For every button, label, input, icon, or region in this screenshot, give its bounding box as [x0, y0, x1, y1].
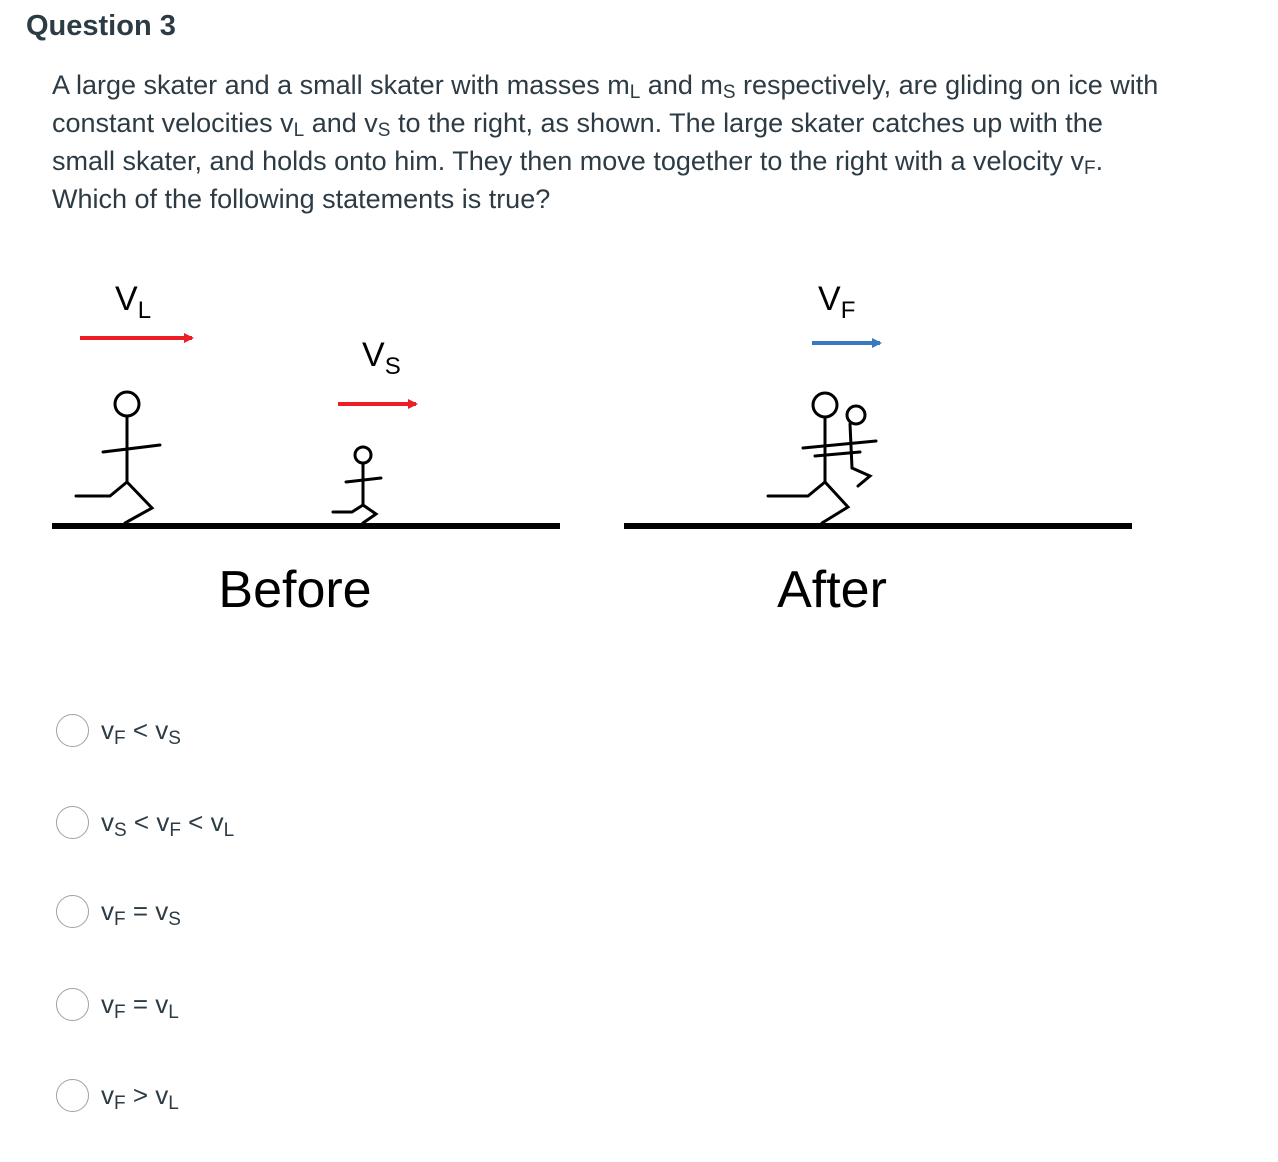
- subscript: L: [629, 82, 641, 103]
- subscript: L: [168, 1001, 179, 1023]
- subscript: F: [1084, 158, 1096, 179]
- subscript: S: [168, 727, 181, 749]
- subscript: L: [223, 819, 235, 841]
- after-caption: After: [777, 561, 887, 619]
- before-caption: Before: [218, 561, 372, 619]
- small-skater-figure: [333, 447, 381, 523]
- subscript: L: [168, 1092, 179, 1114]
- answer-label: $v_F = v_S$: [101, 895, 181, 930]
- subscript: F: [114, 727, 126, 749]
- radio-button[interactable]: [56, 988, 89, 1021]
- answer-label: $v_F > v_L$: [101, 1079, 179, 1114]
- subscript: F: [114, 1001, 126, 1023]
- subscript: F: [114, 908, 126, 930]
- subscript: L: [293, 120, 305, 141]
- answer-label: $v_S < v_F < v_L$: [101, 806, 235, 841]
- answer-option-2[interactable]: [56, 802, 234, 842]
- question-title: Question 3: [26, 10, 176, 42]
- large-skater-figure: [76, 392, 160, 523]
- answer-option-3[interactable]: [56, 891, 181, 931]
- before-panel: [52, 280, 560, 619]
- subscript: S: [114, 819, 127, 841]
- subscript: S: [168, 908, 181, 930]
- subscript: S: [722, 82, 736, 103]
- radio-button[interactable]: [56, 714, 89, 747]
- answer-option-4[interactable]: [56, 984, 179, 1024]
- small-velocity-label: $V_S$: [362, 336, 401, 380]
- skaters-diagram: [0, 250, 1278, 650]
- radio-button[interactable]: [56, 1079, 89, 1112]
- answer-label: $v_F < v_S$: [101, 714, 181, 749]
- subscript: S: [377, 120, 391, 141]
- combined-skaters-figure: [768, 393, 876, 523]
- final-velocity-label: $V_F$: [818, 280, 856, 324]
- subscript: F: [169, 819, 181, 841]
- after-panel: [624, 280, 1132, 619]
- answer-label: $v_F = v_L$: [101, 988, 179, 1023]
- answer-option-1[interactable]: [56, 710, 181, 750]
- answer-option-5[interactable]: [56, 1075, 179, 1115]
- question-text: A large skater and a small skater with masses $m_L$ and $m_S$ respectively, are gliding on ice with constant velocities $v_L$ and $v_S$ to the right, as shown. The large skater catches up with the small skater, and holds onto him. They then move together to the right with a velocity $v_F$. Which of the following statements is true?: [52, 70, 1159, 214]
- large-velocity-label: $V_L$: [115, 280, 152, 324]
- radio-button[interactable]: [56, 806, 89, 839]
- subscript: F: [114, 1092, 126, 1114]
- radio-button[interactable]: [56, 895, 89, 928]
